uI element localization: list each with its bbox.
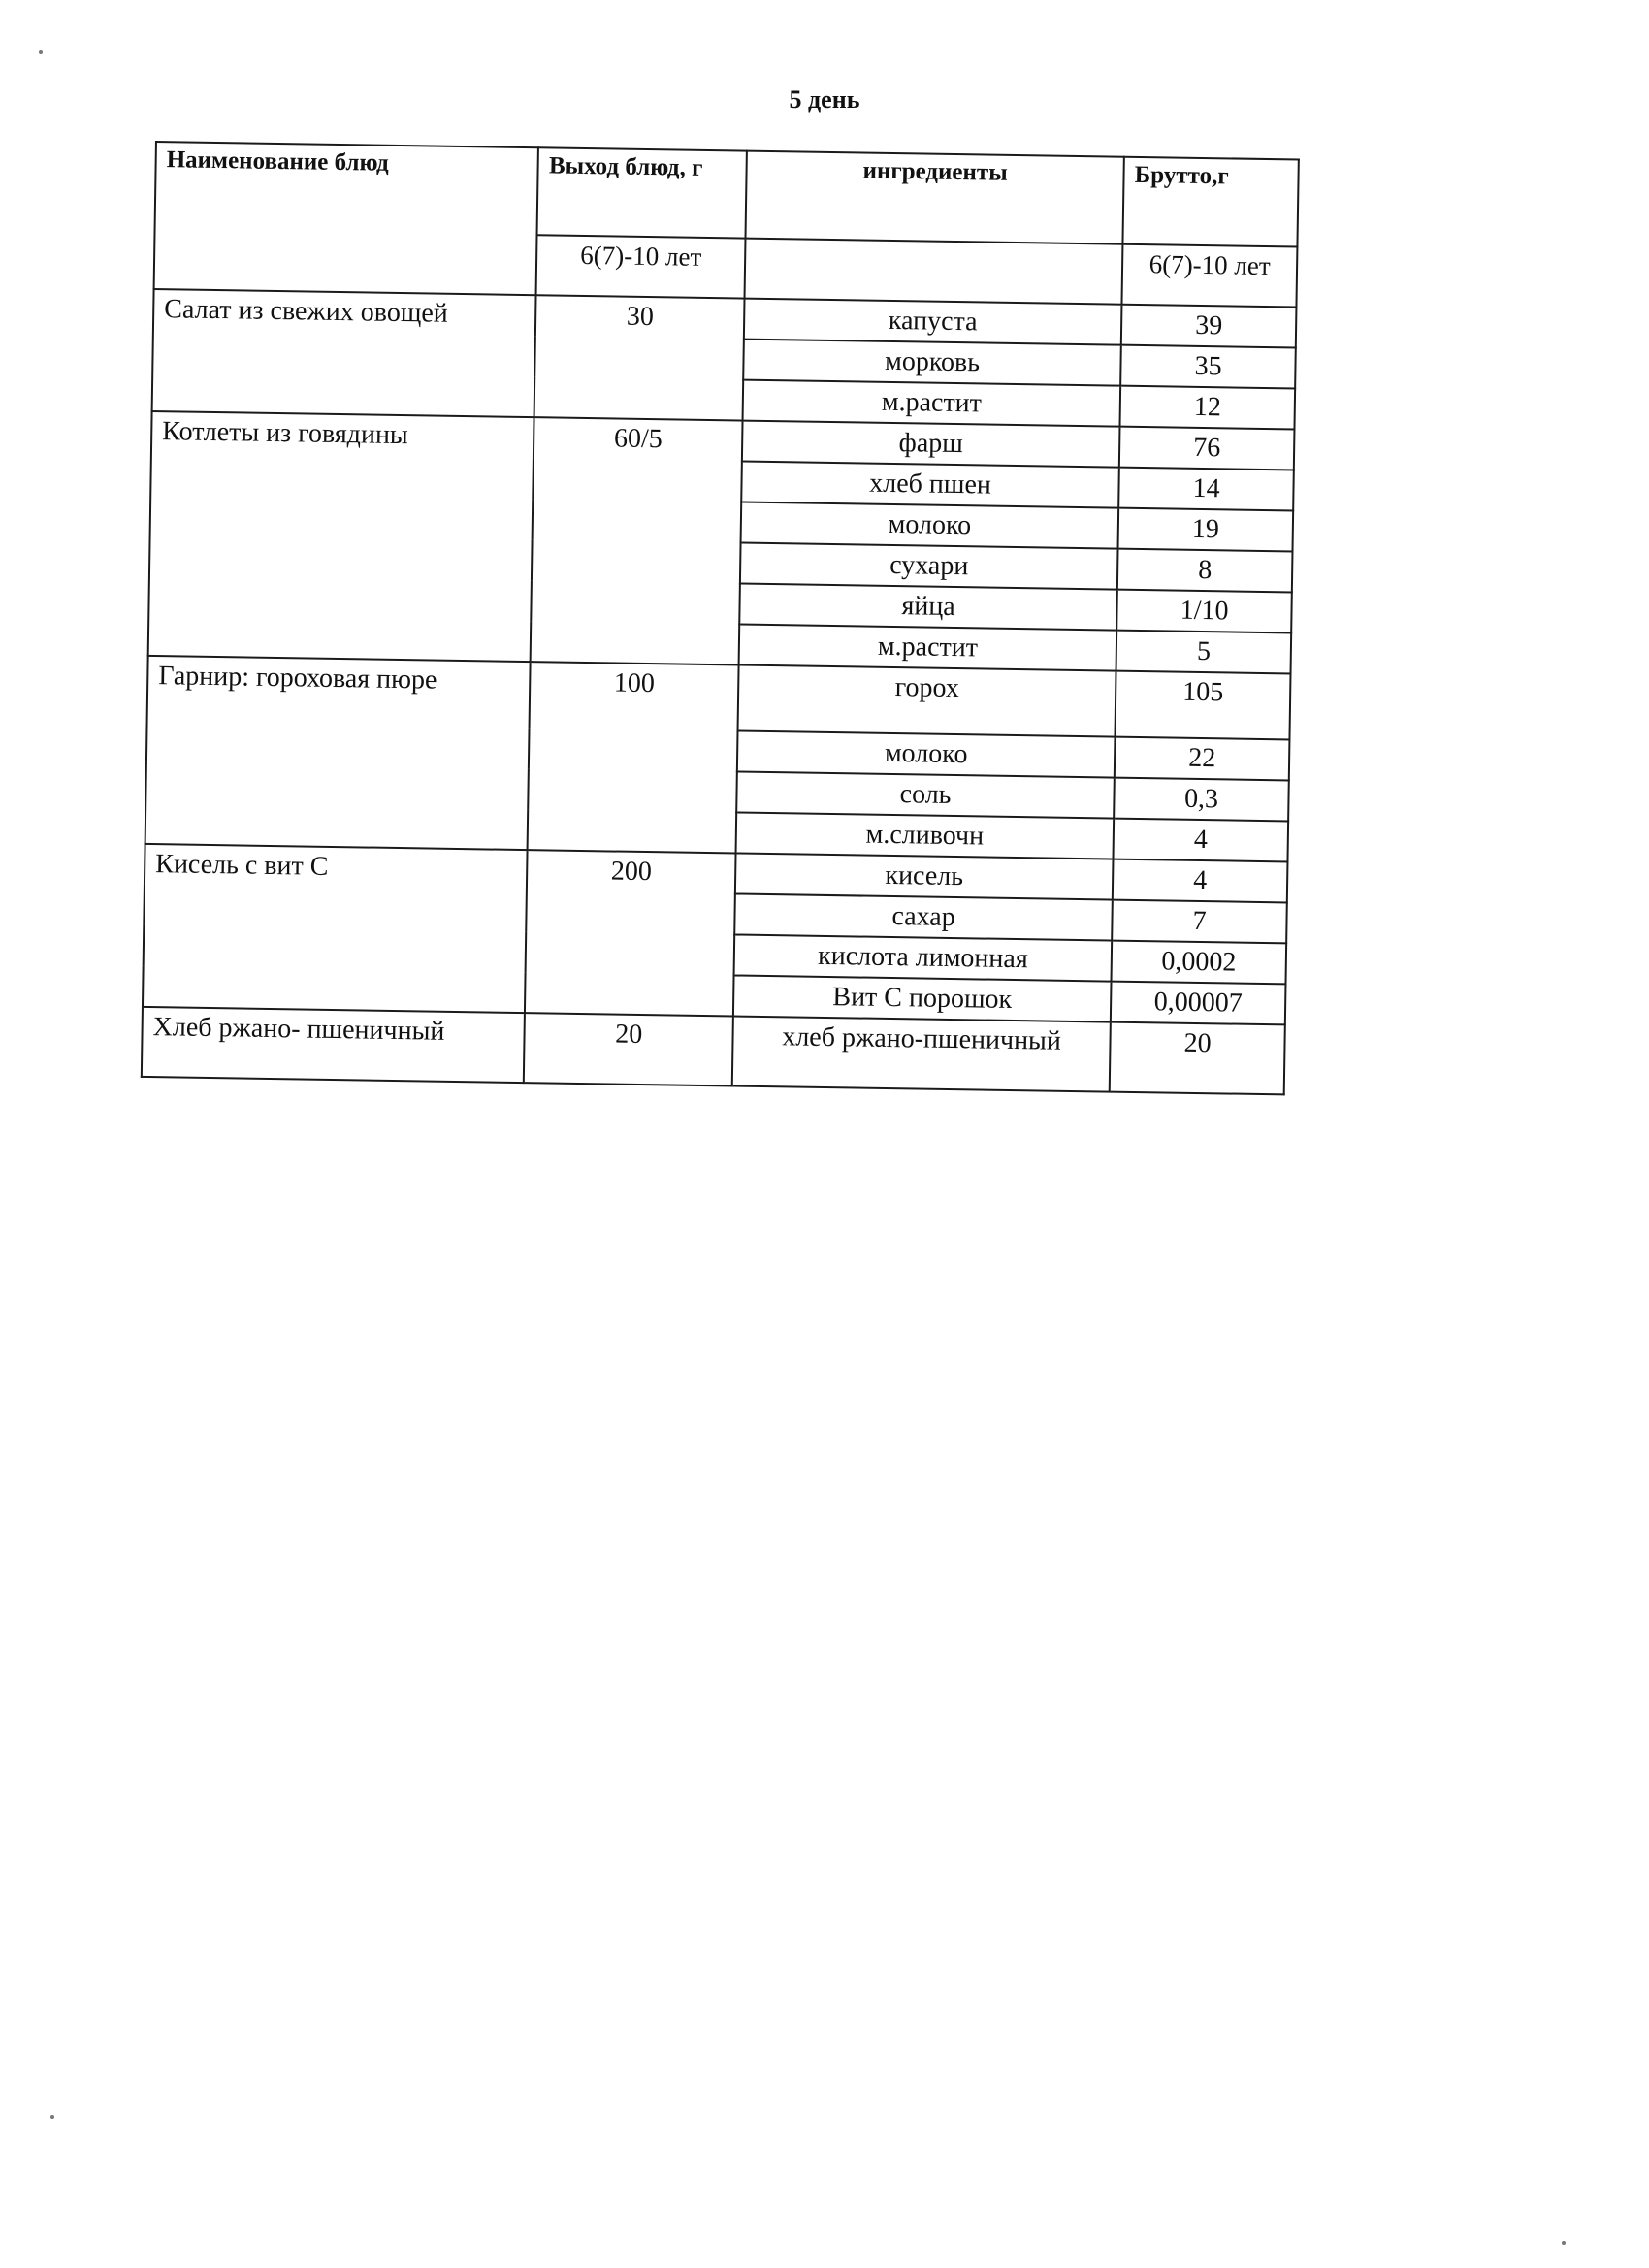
scan-speck <box>39 50 43 54</box>
ingredient-brutto: 14 <box>1118 468 1293 511</box>
ingredient-brutto: 105 <box>1116 671 1291 740</box>
table-header-row <box>155 142 1299 246</box>
ingredient-name: морковь <box>743 340 1121 386</box>
dish-yield: 100 <box>528 662 739 853</box>
ingredient-brutto: 20 <box>1110 1022 1285 1095</box>
dish-yield: 20 <box>524 1013 733 1085</box>
ingredient-brutto: 4 <box>1113 859 1287 903</box>
header-brutto: Брутто,г <box>1123 157 1299 247</box>
ingredient-name: молоко <box>737 731 1116 778</box>
ingredient-brutto: 39 <box>1121 305 1296 348</box>
yield-age-group: 6(7)-10 лет <box>536 235 746 298</box>
page-title: 5 день <box>789 85 860 113</box>
ingredient-name: горох <box>737 665 1116 737</box>
ingredient-name: фарш <box>742 421 1120 468</box>
menu-table <box>141 141 1300 1095</box>
ingredient-brutto: 0,3 <box>1114 778 1288 822</box>
ingredient-brutto: 22 <box>1115 737 1289 781</box>
ingredient-name: м.растит <box>739 625 1117 671</box>
ingredient-name: капуста <box>744 299 1122 345</box>
dish-name: Кисель с вит С <box>143 844 528 1013</box>
ingredient-name: сахар <box>734 893 1113 940</box>
ingredient-name: хлеб ржано-пшеничный <box>732 1016 1111 1091</box>
ingredient-brutto: 76 <box>1119 427 1294 470</box>
ingredient-name: молоко <box>740 502 1118 549</box>
ingredient-brutto: 0,00007 <box>1111 982 1285 1025</box>
dish-name: Хлеб ржано- пшеничный <box>142 1007 525 1083</box>
header-dish-name: Наименование блюд <box>154 142 539 295</box>
dish-name: Гарнир: гороховая пюре <box>146 656 531 850</box>
header-ingredients: ингредиенты <box>745 151 1124 244</box>
scan-speck <box>50 2115 54 2119</box>
ingredient-brutto: 1/10 <box>1116 590 1291 633</box>
ingredient-brutto: 4 <box>1114 819 1288 862</box>
ingredient-brutto: 0,0002 <box>1112 941 1286 985</box>
dish-name: Котлеты из говядины <box>148 411 534 662</box>
ingredient-brutto: 8 <box>1117 549 1292 593</box>
brutto-age-group: 6(7)-10 лет <box>1122 244 1298 308</box>
dish-yield: 200 <box>525 850 735 1016</box>
dish-yield: 30 <box>534 295 745 420</box>
ingredient-brutto: 7 <box>1112 900 1286 944</box>
ingredient-name: хлеб пшен <box>741 462 1119 508</box>
dish-yield: 60/5 <box>531 417 743 664</box>
ingredient-name: м.сливочн <box>735 812 1114 859</box>
ingredient-name: яйца <box>739 584 1117 631</box>
ingredient-brutto: 35 <box>1120 345 1295 389</box>
menu-body <box>142 289 1297 1094</box>
ingredient-brutto: 19 <box>1118 508 1293 552</box>
ingredients-age-blank <box>744 239 1122 305</box>
ingredient-brutto: 12 <box>1120 386 1295 430</box>
ingredient-name: м.растит <box>742 380 1120 427</box>
scan-speck <box>1562 2241 1566 2245</box>
ingredient-name: кисель <box>735 853 1114 899</box>
dish-name: Салат из свежих овощей <box>152 289 536 417</box>
ingredient-name: Вит С порошок <box>733 975 1112 1021</box>
ingredient-name: сухари <box>740 543 1118 590</box>
ingredient-brutto: 5 <box>1116 631 1291 674</box>
header-yield: Выход блюд, г <box>537 147 747 238</box>
ingredient-name: кислота лимонная <box>733 934 1112 981</box>
ingredient-name: соль <box>736 772 1115 819</box>
